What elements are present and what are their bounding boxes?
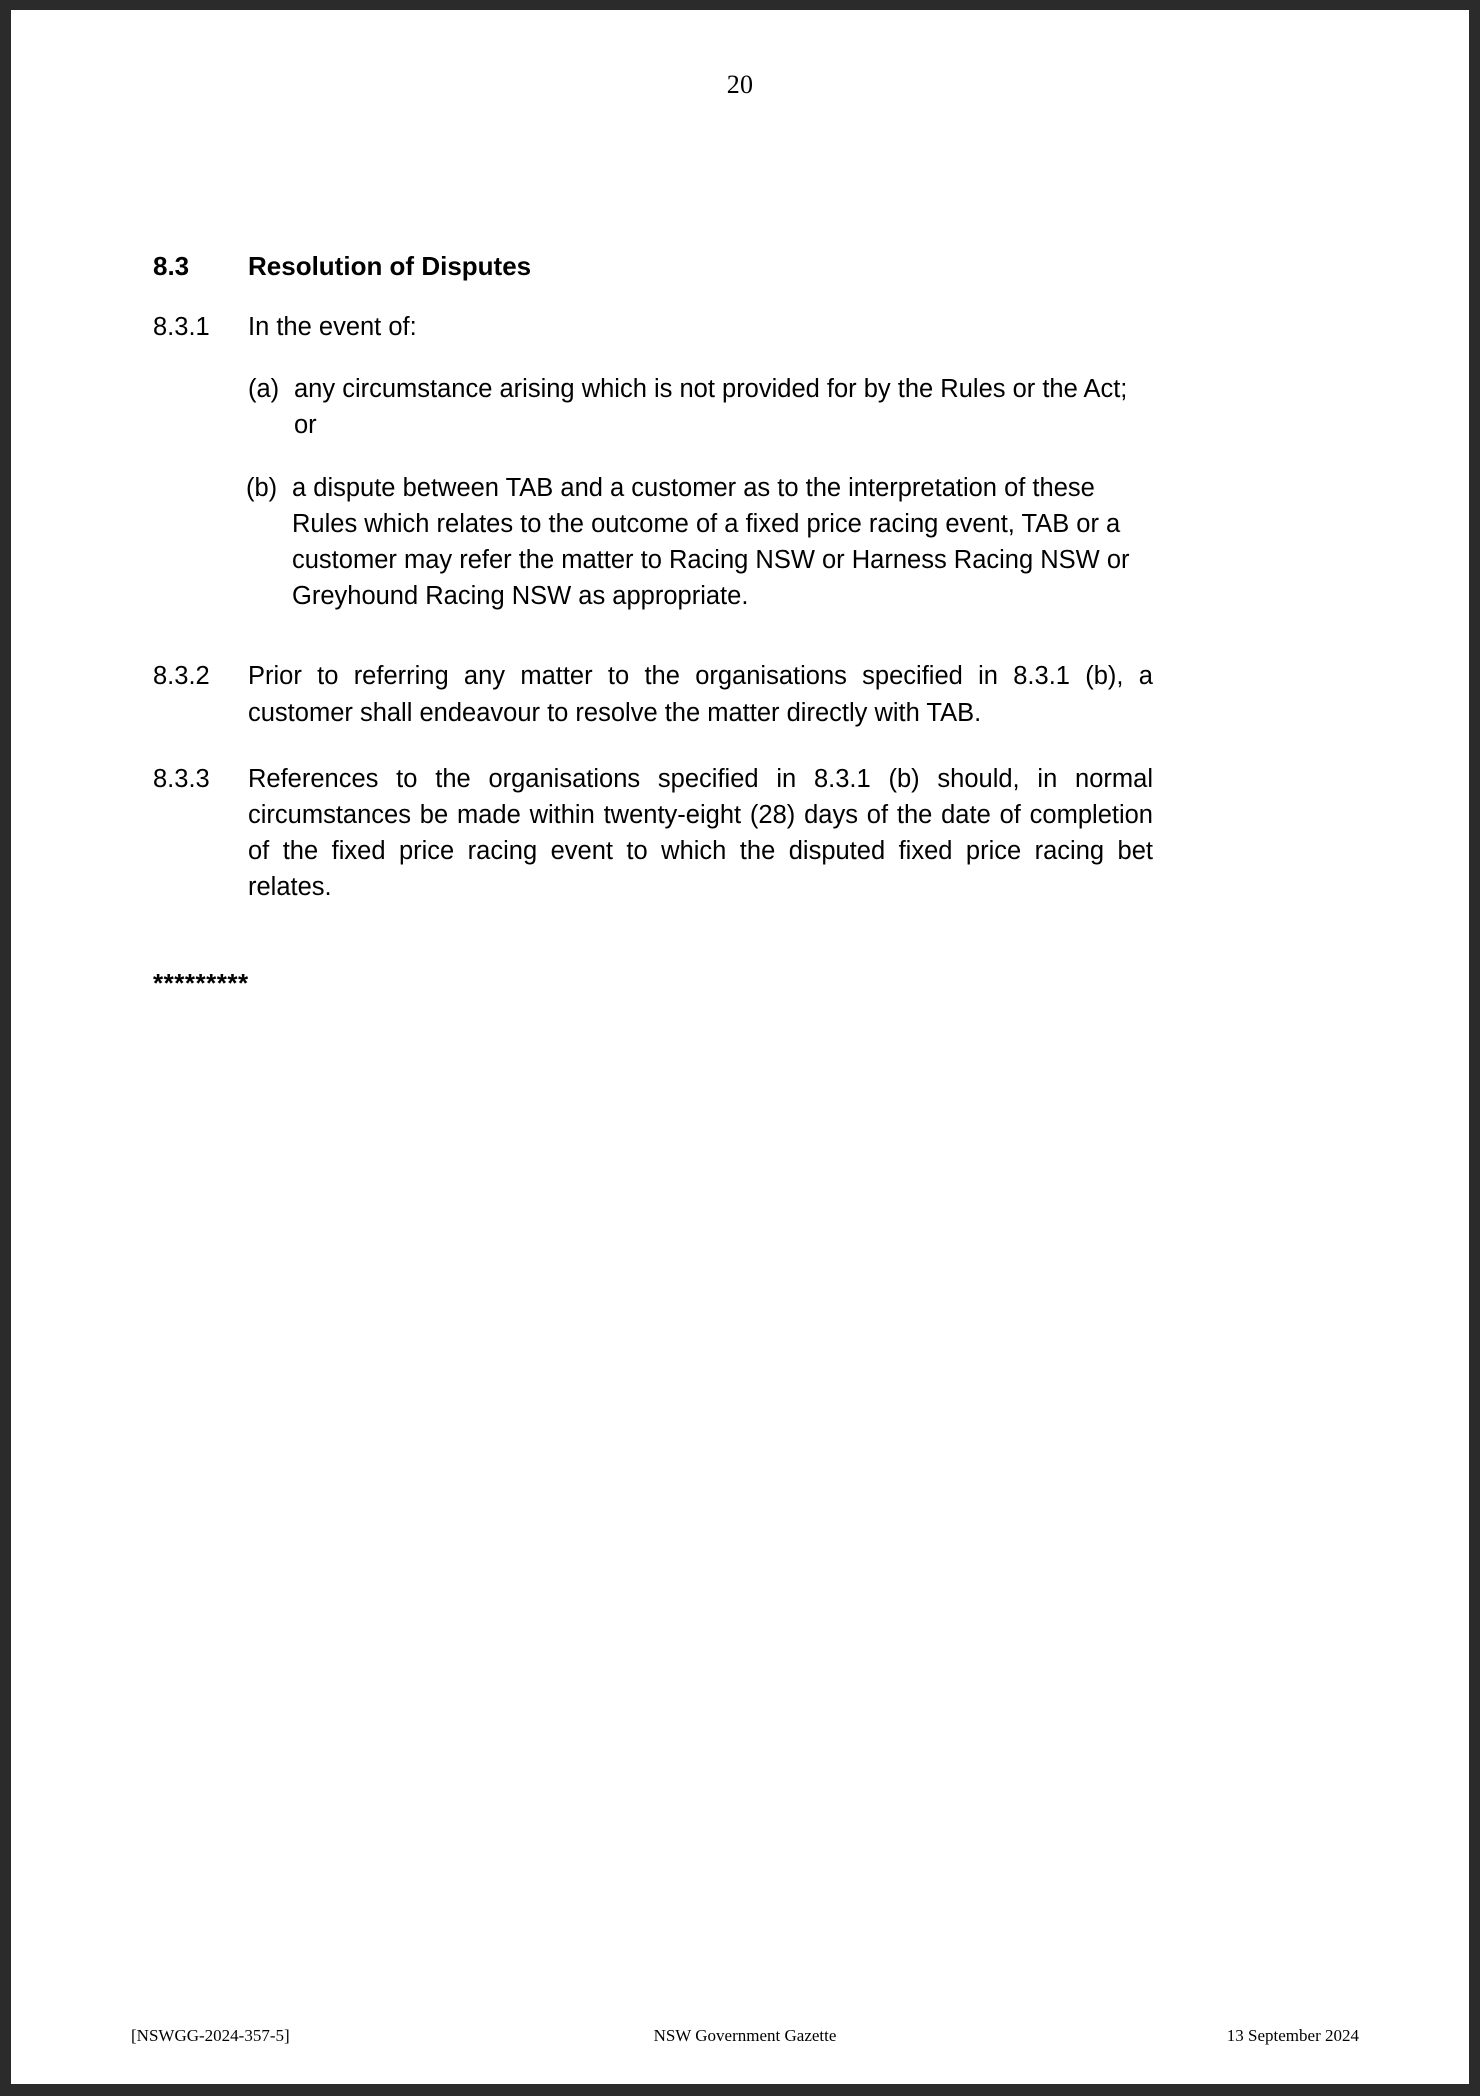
subclause-a [153, 371, 1153, 443]
clause-number: 8.3.3 [153, 764, 210, 793]
clause-number: 8.3.2 [153, 662, 210, 691]
page-number: 20 [726, 70, 754, 99]
page-footer [131, 2026, 1359, 2046]
clause-text: References to the organisations specified in 8.3.1 (b) should, in normal circumstances be made within twenty-eight (28) days of the date of completion of the fixed price racing event to which the disputed fixed price racing bet relates. [248, 764, 1153, 902]
subclause-b [153, 470, 1153, 615]
document-body [153, 248, 1153, 999]
clause-8-3-1 [153, 309, 1153, 345]
document-page [11, 10, 1469, 2084]
section-heading-title: Resolution of Disputes [248, 251, 532, 281]
subclause-text: a dispute between TAB and a customer as to the interpretation of these Rules which relates to the outcome of a fixed price racing event, TAB or a customer may refer the matter to Racing NSW or Harness Racing NSW or Greyhound Racing NSW as appropriate. [292, 473, 1130, 611]
section-heading [153, 248, 1153, 285]
subclause-list [153, 371, 1153, 614]
clause-text: Prior to referring any matter to the organisations specified in 8.3.1 (b), a customer shall endeavour to resolve the matter directly with TAB. [248, 662, 1153, 727]
footer-date: 13 September 2024 [1226, 2026, 1359, 2045]
clause-8-3-2 [153, 658, 1153, 730]
footer-publication-title: NSW Government Gazette [653, 2026, 837, 2045]
section-separator: ********* [153, 967, 249, 998]
clause-8-3-3 [153, 761, 1153, 906]
clause-lead-text: In the event of: [248, 312, 417, 341]
subclause-text: any circumstance arising which is not provided for by the Rules or the Act; or [294, 375, 1128, 440]
spacer [153, 614, 1153, 628]
subclause-label: (a) [248, 375, 280, 404]
section-heading-number: 8.3 [153, 251, 190, 281]
subclause-label: (b) [246, 473, 278, 502]
footer-document-id: [NSWGG-2024-357-5] [131, 2026, 290, 2045]
clause-number: 8.3.1 [153, 312, 210, 341]
